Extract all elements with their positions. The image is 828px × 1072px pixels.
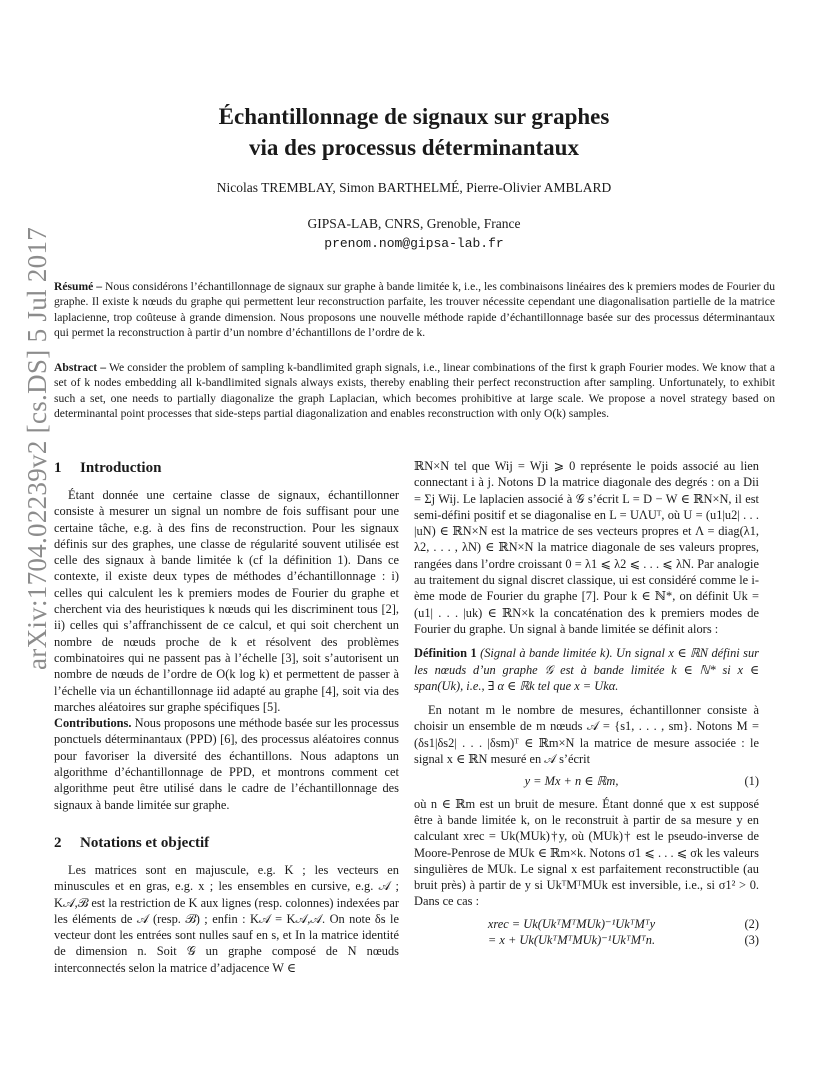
equation-3 — [414, 932, 759, 948]
paper-title-line1: Échantillonnage de signaux sur graphes — [218, 104, 610, 129]
equation-2-number: (2) — [744, 916, 759, 931]
section-2-heading — [54, 833, 399, 853]
resume-text: Nous considérons l’échantillonnage de signaux sur graphe à bande limitée k, i.e., les combinaisons linéaires des k premiers modes de Fourier du graphe. Il existe k nœuds du graphe qui permettent leur reconstruction parfaite, les trouver nécessite cependant une diagonalisation partielle de la matrice laplacienne, trop coûteuse à grande dimension. Nous proposons une nouvelle méthode rapide d’échantillonnage basée sur des processus déterminantaux qui permet la reconstruction à partir d’un nombre d’échantillons de l’ordre de k. — [54, 280, 775, 340]
equation-3-number: (3) — [744, 933, 759, 948]
email: prenom.nom@gipsa-lab.fr — [324, 236, 504, 251]
resume-block — [54, 279, 775, 341]
section-2-number: 2 — [54, 834, 62, 851]
section-1-number: 1 — [54, 460, 62, 476]
resume-label: Résumé – — [54, 280, 103, 293]
laplacian-paragraph: ℝN×N tel que Wij = Wji ⩾ 0 représente le poids associé au lien connectant i à j. Notons D la matrice diagonale des degrés : on a Dii = Σj Wij. Le laplacien associé à 𝒢 s’écrit L = D − W ∈ ℝN×N, il est semi-défini positif et se diagonalise en L = UΛUᵀ, où U = (u1|u2| . . . |uN) ∈ ℝN×N est la matrice de ses vecteurs propres et Λ = diag(λ1, λ2, . . . , λN) ∈ ℝN×N la matrice diagonale de ses valeurs propres, rangées dans l’ordre croissant 0 = λ1 ⩽ λ2 ⩽ . . . ⩽ λN. Par analogie au traitement du signal discret classique, ui est considéré comme le i-ème mode de Fourier du graphe [7]. Pour k ∈ ℕ*, on définit Uk = (u1| . . . |uk) ∈ ℝN×k la concaténation des k premiers modes de Fourier du graphe. Un signal à bande limitée se définit alors : — [414, 459, 759, 636]
equation-2 — [414, 916, 759, 932]
abstract-text: We consider the problem of sampling k-bandlimited graph signals, i.e., linear combinations of the first k graph Fourier modes. We know that a set of k nodes embedding all k-bandlimited signals always exists, thereby enabling their perfect reconstruction after sampling. Unfortunately, to exhibit such a set, one needs to partially diagonalize the graph Laplacian, which becomes prohibitive at large scale. We propose a novel strategy based on determinantal point processes that side-steps partial diagonalization and enables reconstruction with only O(k) samples. — [54, 361, 775, 421]
contributions-label: Contributions. — [54, 716, 132, 731]
equation-2-expr: xrec = Uk(UkᵀMᵀMUk)⁻¹UkᵀMᵀy — [487, 916, 656, 931]
section-2-title: Notations et objectif — [80, 834, 210, 851]
contributions-paragraph — [54, 715, 399, 813]
authors: Nicolas TREMBLAY, Simon BARTHELMÉ, Pierre-Olivier AMBLARD — [216, 180, 612, 195]
right-column — [414, 458, 759, 948]
paper-title-line2: via des processus déterminantaux — [249, 135, 579, 160]
abstract-label: Abstract – — [54, 361, 107, 374]
contributions-text: Nous proposons une méthode basée sur les processus ponctuels déterminantaux (PPD) [6], des processus aléatoires connus pour favoriser la diversité des échantillons. Nous adaptons un algorithme d’échantillonnage de PPD, et montrons comment cet algorithme peut être utilisé dans le cadre de l’échantillonnage des signaux à bande limitée sur graphe. — [54, 716, 399, 812]
section-1-title: Introduction — [80, 460, 162, 476]
notations-paragraph: Les matrices sont en majuscule, e.g. K ; les vecteurs en minuscules et en gras, e.g. x ; les ensembles en cursive, e.g. 𝒜 ; K𝒜,ℬ est la restriction de K aux lignes (resp. colonnes) indexées par les éléments de 𝒜 (resp. ℬ) ; enfin : K𝒜 = K𝒜,𝒜. On note δs le vecteur dont les entrées sont nulles sauf en s, et In la matrice identité de dimension n. Soit 𝒢 un graphe composé de N nœuds interconnectés selon la matrice d’adjacence W ∈ — [54, 862, 399, 975]
equation-1-expr: y = Mx + n ∈ ℝm, — [524, 774, 619, 789]
intro-paragraph: Étant donnée une certaine classe de signaux, échantillonner consiste à mesurer un signal un nombre de fois suffisant pour une certaine tâche, e.g. à des fins de reconstruction. Pour les signaux définis sur des graphes, une classe de régularité souvent utilisée est celle des signaux à bande limitée k (cf la définition 1). Dans ce contexte, il existe deux types de méthodes d’échantillonnage : i) celles qui calculent les k premiers modes de Fourier du graphe et cherchent via des heuristiques k nœuds qui les discriminent tous [2], ii) celles qui s’affranchissent de ce calcul, et qui soit cherchent un nombre de nœuds proche de k et résolvent des problèmes combinatoires qui ne passent pas à l’échelle [3], soit s’autorisent un nombre de nœuds de l’ordre de O(k log k) et permettent de passer à l’échelle via un échantillonnage iid adapté au graphe [4], soit via des marches aléatoires sur graphe spécifiques [5]. — [54, 488, 399, 714]
abstract-block — [54, 360, 775, 422]
definition-text: (Signal à bande limitée k). Un signal x ∈ ℝN défini sur les nœuds d’un graphe 𝒢 est à bande limitée k ∈ ℕ* si x ∈ span(Uk), i.e., ∃ α ∈ ℝk tel que x = Ukα. — [414, 646, 759, 693]
left-column — [54, 458, 399, 976]
arxiv-stamp-text: arXiv:1704.02239v2 [cs.DS] 5 Jul 2017 — [22, 226, 52, 670]
affiliation: GIPSA-LAB, CNRS, Grenoble, France — [307, 216, 521, 231]
equation-1-number: (1) — [744, 774, 759, 789]
definition-label: Définition 1 — [414, 646, 477, 661]
equation-3-expr: = x + Uk(UkᵀMᵀMUk)⁻¹UkᵀMᵀn. — [487, 933, 656, 948]
reconstruction-paragraph: où n ∈ ℝm est un bruit de mesure. Étant donné que x est supposé être à bande limitée k, on le reconstruit à partir de sa mesure y en calculant xrec = Uk(MUk)†y, où (MUk)† est le pseudo-inverse de Moore-Penrose de MUk ∈ ℝm×k. Notons σ1 ⩽ . . . ⩽ σk les valeurs singulières de MUk. Le signal x est parfaitement reconstructible (au bruit près) à partir de y si UkᵀMᵀMUk est inversible, i.e., si σ1² > 0. Dans ce cas : — [414, 796, 759, 909]
sampling-paragraph: En notant m le nombre de mesures, échantillonner consiste à choisir un ensemble de m nœuds 𝒜 = {s1, . . . , sm}. Notons M = (δs1|δs2| . . . |δsm)ᵀ ∈ ℝm×N la matrice de mesure associée : le signal x ∈ ℝN mesuré en 𝒜 s’écrit — [414, 703, 759, 767]
section-1-heading — [54, 458, 399, 478]
equation-1 — [414, 773, 759, 789]
definition-1 — [414, 645, 759, 694]
